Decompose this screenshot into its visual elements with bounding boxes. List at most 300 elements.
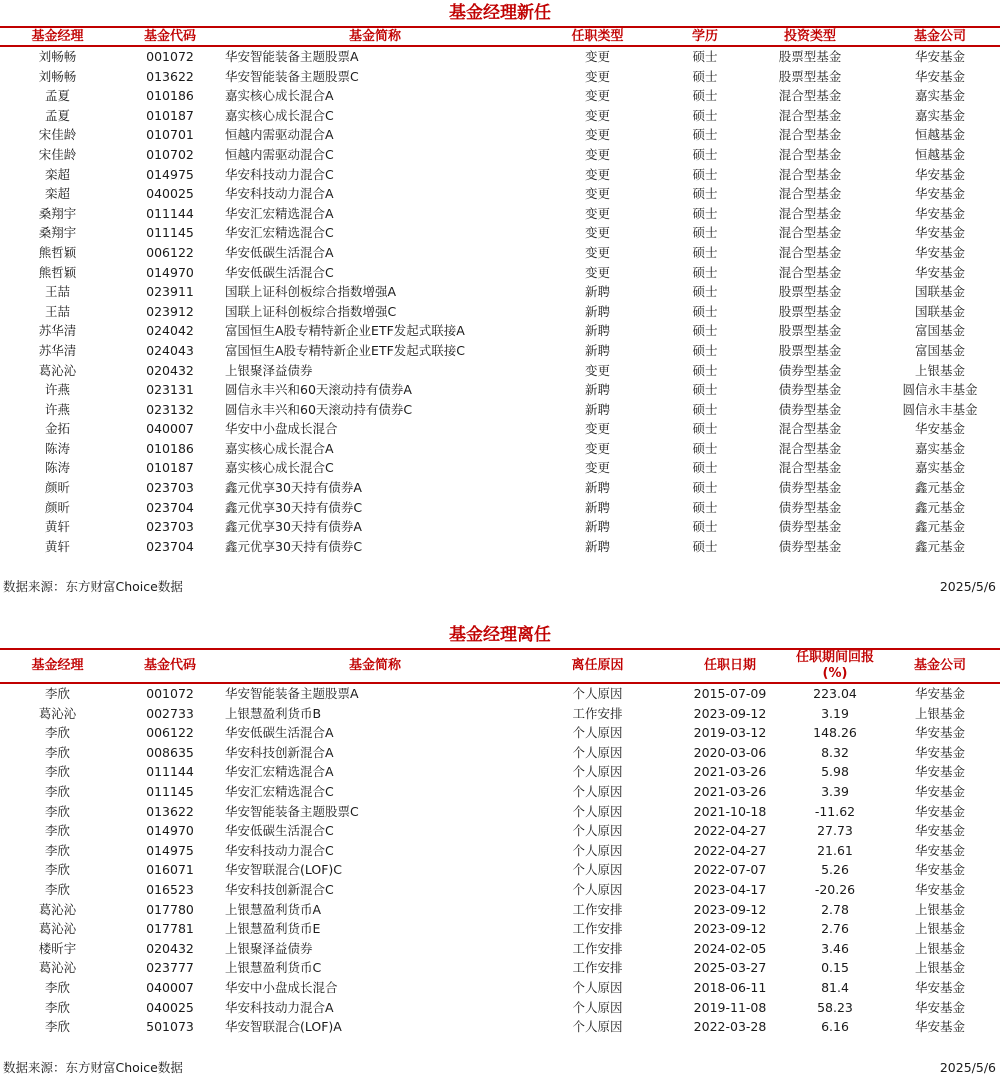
table-row: [0, 478, 1000, 498]
table-row: [0, 282, 1000, 302]
table-cell: 葛沁沁: [38, 901, 77, 917]
table-cell: 017781: [146, 921, 194, 937]
table-cell: 2022-07-07: [693, 862, 767, 878]
table-row: [0, 782, 1000, 802]
table-cell: 李欣: [44, 1019, 70, 1035]
table-cell: 变更: [584, 244, 610, 260]
table-cell: 苏华清: [38, 342, 77, 358]
table-row: [0, 978, 1000, 998]
table-cell: 华安基金: [914, 999, 965, 1015]
header-tenure-return: 任职期间回报 (%): [790, 649, 880, 683]
table-cell: 刘畅畅: [38, 68, 77, 84]
table-cell: 华安基金: [914, 686, 965, 701]
table-cell: 工作安排: [572, 960, 623, 976]
table-cell: 混合型基金: [778, 166, 842, 182]
table-cell: 宋佳龄: [38, 127, 77, 143]
table-cell: 华安基金: [914, 264, 965, 280]
new-table-header-row: [0, 27, 1000, 46]
table-cell: 鑫元优享30天持有债券A: [225, 519, 362, 535]
table-row: [0, 683, 1000, 704]
table-cell: 华安低碳生活混合C: [225, 823, 334, 839]
table-cell: 2022-04-27: [693, 823, 767, 839]
table-row: [0, 439, 1000, 459]
table-cell: 023131: [146, 382, 194, 398]
table-cell: 010187: [146, 107, 194, 123]
table-cell: 008635: [146, 744, 194, 760]
table-cell: 硕士: [692, 303, 718, 319]
table-cell: 华安基金: [914, 979, 965, 995]
table-row: [0, 67, 1000, 87]
table-cell: 硕士: [692, 284, 718, 300]
table-cell: 恒越内需驱动混合C: [225, 146, 334, 162]
table-cell: 股票型基金: [778, 303, 842, 319]
table-cell: 王喆: [44, 303, 70, 319]
table-cell: 华安汇宏精选混合C: [225, 225, 334, 241]
table-cell: 006122: [146, 244, 194, 260]
table-cell: 华安基金: [914, 744, 965, 760]
table-cell: 新聘: [584, 480, 610, 496]
table-cell: 上银慧盈利货币A: [225, 901, 322, 917]
table-cell: 变更: [584, 146, 610, 162]
table-cell: 3.39: [821, 783, 849, 799]
table-cell: 040007: [146, 979, 194, 995]
table-cell: 混合型基金: [778, 440, 842, 456]
table-cell: 变更: [584, 186, 610, 202]
table-cell: 国联上证科创板综合指数增强C: [225, 303, 397, 319]
table-cell: 013622: [146, 68, 194, 84]
table-cell: 硕士: [692, 460, 718, 476]
table-cell: 2023-09-12: [693, 921, 767, 937]
table-cell: 011144: [146, 764, 194, 780]
table-row: [0, 762, 1000, 782]
table-cell: 2021-03-26: [693, 783, 767, 799]
table-row: [0, 537, 1000, 557]
table-cell: 023703: [146, 519, 194, 535]
table-cell: 2021-03-26: [693, 764, 767, 780]
table-row: [0, 419, 1000, 439]
table-row: [0, 223, 1000, 243]
table-cell: 020432: [146, 940, 194, 956]
table-cell: 李欣: [44, 823, 70, 839]
table-cell: 鑫元基金: [914, 519, 965, 535]
table-cell: 010186: [146, 88, 194, 104]
table-row: [0, 165, 1000, 185]
table-cell: 016071: [146, 862, 194, 878]
table-cell: 华安智能装备主题股票A: [225, 49, 359, 64]
table-row: [0, 458, 1000, 478]
header-appointment-type: 任职类型: [525, 27, 670, 46]
table-cell: 上银基金: [914, 940, 965, 956]
table-cell: 债券型基金: [778, 480, 842, 496]
table-cell: 嘉实基金: [914, 88, 965, 104]
table-cell: 上银基金: [914, 901, 965, 917]
table-cell: 014970: [146, 264, 194, 280]
table-cell: 混合型基金: [778, 107, 842, 123]
table-row: [0, 361, 1000, 381]
table-row: [0, 860, 1000, 880]
table-cell: 014975: [146, 842, 194, 858]
table-cell: 华安智能装备主题股票C: [225, 803, 359, 819]
table-cell: 8.32: [821, 744, 849, 760]
leave-manager-table: [0, 648, 1000, 1037]
table-cell: 混合型基金: [778, 264, 842, 280]
table-row: [0, 86, 1000, 106]
table-row: [0, 743, 1000, 763]
table-cell: 富国恒生A股专精特新企业ETF发起式联接C: [225, 342, 466, 358]
table-cell: 圆信永丰基金: [902, 382, 978, 398]
table-cell: 变更: [584, 107, 610, 123]
table-cell: 华安基金: [914, 225, 965, 241]
table-cell: 新聘: [584, 382, 610, 398]
table-cell: 李欣: [44, 862, 70, 878]
table-cell: 2024-02-05: [693, 940, 767, 956]
table-cell: 148.26: [813, 725, 857, 741]
table-cell: 李欣: [44, 803, 70, 819]
table-cell: 21.61: [817, 842, 853, 858]
table-cell: 李欣: [44, 881, 70, 897]
table-cell: 华安基金: [914, 764, 965, 780]
table-cell: 023132: [146, 401, 194, 417]
table-row: [0, 321, 1000, 341]
table-cell: 华安低碳生活混合A: [225, 244, 334, 260]
table-cell: 国联上证科创板综合指数增强A: [225, 284, 397, 300]
table-cell: 硕士: [692, 68, 718, 84]
table-cell: 011145: [146, 225, 194, 241]
table-cell: 黄轩: [44, 519, 70, 535]
table-cell: 硕士: [692, 323, 718, 339]
table-row: [0, 184, 1000, 204]
table-row: [0, 517, 1000, 537]
table-row: [0, 46, 1000, 67]
leave-table-header-row: [0, 649, 1000, 683]
table-cell: 孟夏: [44, 107, 70, 123]
table-cell: 混合型基金: [778, 88, 842, 104]
table-cell: 变更: [584, 421, 610, 437]
table-cell: 023704: [146, 499, 194, 515]
table-cell: 富国基金: [914, 342, 965, 358]
table-cell: 黄轩: [44, 538, 70, 554]
table-cell: 恒越基金: [914, 146, 965, 162]
header-investment-type: 投资类型: [740, 27, 880, 46]
table-cell: 华安基金: [914, 862, 965, 878]
table-cell: 鑫元优享30天持有债券A: [225, 480, 362, 496]
table-cell: 鑫元基金: [914, 538, 965, 554]
table-row: [0, 704, 1000, 724]
table-cell: 硕士: [692, 205, 718, 221]
table-cell: 富国基金: [914, 323, 965, 339]
table-cell: 040007: [146, 421, 194, 437]
table-row: [0, 243, 1000, 263]
table-cell: 硕士: [692, 342, 718, 358]
table-cell: 27.73: [817, 823, 853, 839]
table-cell: 变更: [584, 460, 610, 476]
table-cell: 0.15: [821, 960, 849, 976]
table-cell: 011145: [146, 783, 194, 799]
table-row: [0, 204, 1000, 224]
table-cell: 硕士: [692, 382, 718, 398]
table-cell: 股票型基金: [778, 284, 842, 300]
leave-manager-title: 基金经理离任: [449, 625, 551, 645]
table-cell: 023777: [146, 960, 194, 976]
table-cell: 81.4: [821, 979, 849, 995]
table-cell: 024042: [146, 323, 194, 339]
table-cell: 李欣: [44, 686, 70, 701]
table-cell: 华安基金: [914, 421, 965, 437]
table-cell: 工作安排: [572, 940, 623, 956]
table-cell: 许燕: [44, 401, 70, 417]
table-row: [0, 125, 1000, 145]
table-cell: 嘉实核心成长混合A: [225, 88, 334, 104]
table-cell: 恒越内需驱动混合A: [225, 127, 334, 143]
table-cell: 华安汇宏精选混合C: [225, 783, 334, 799]
table-cell: 嘉实基金: [914, 440, 965, 456]
table-cell: 颜昕: [44, 480, 70, 496]
table-cell: 国联基金: [914, 303, 965, 319]
table-cell: 010186: [146, 440, 194, 456]
table-cell: 股票型基金: [778, 323, 842, 339]
new-manager-title: 基金经理新任: [449, 3, 551, 23]
table-cell: 变更: [584, 440, 610, 456]
table-cell: 023912: [146, 303, 194, 319]
table-cell: 010702: [146, 146, 194, 162]
table-cell: 上银慧盈利货币E: [225, 921, 321, 937]
table-cell: 嘉实核心成长混合C: [225, 460, 334, 476]
header-education: 学历: [670, 27, 740, 46]
table-cell: 223.04: [813, 686, 857, 701]
table-cell: 个人原因: [572, 803, 623, 819]
table-cell: 李欣: [44, 764, 70, 780]
header-manager: 基金经理: [0, 649, 115, 683]
table-cell: 2.78: [821, 901, 849, 917]
table-cell: 嘉实基金: [914, 460, 965, 476]
table-cell: 新聘: [584, 342, 610, 358]
table-cell: 华安基金: [914, 166, 965, 182]
table-cell: 陈涛: [44, 440, 70, 456]
table-cell: 硕士: [692, 186, 718, 202]
table-cell: 华安基金: [914, 244, 965, 260]
table-cell: 栾超: [44, 186, 70, 202]
table-cell: 华安基金: [914, 1019, 965, 1035]
table-cell: 上银慧盈利货币C: [225, 960, 322, 976]
table-cell: 债券型基金: [778, 382, 842, 398]
table-row: [0, 919, 1000, 939]
header-leave-reason: 离任原因: [525, 649, 670, 683]
table-cell: 个人原因: [572, 725, 623, 741]
table-cell: 华安基金: [914, 881, 965, 897]
table-cell: 2025-03-27: [693, 960, 767, 976]
table-cell: 股票型基金: [778, 342, 842, 358]
table-cell: 熊哲颖: [38, 244, 77, 260]
table-cell: 债券型基金: [778, 519, 842, 535]
table-cell: 001072: [146, 49, 194, 64]
table-cell: 葛沁沁: [38, 705, 77, 721]
report-date: 2025/5/6: [939, 1060, 996, 1075]
table-cell: 变更: [584, 264, 610, 280]
table-cell: 硕士: [692, 127, 718, 143]
table-cell: 嘉实核心成长混合C: [225, 107, 334, 123]
table-row: [0, 106, 1000, 126]
table-cell: 变更: [584, 127, 610, 143]
table-cell: 023704: [146, 538, 194, 554]
table-cell: 华安汇宏精选混合A: [225, 205, 334, 221]
table-cell: 华安智能装备主题股票C: [225, 68, 359, 84]
header-company: 基金公司: [880, 27, 1000, 46]
table-cell: 葛沁沁: [38, 960, 77, 976]
table-row: [0, 958, 1000, 978]
table-cell: 华安中小盘成长混合: [225, 421, 338, 437]
table-cell: 5.26: [821, 862, 849, 878]
table-cell: 024043: [146, 342, 194, 358]
table-cell: 上银聚泽益债券: [225, 362, 313, 378]
table-cell: 工作安排: [572, 921, 623, 937]
table-cell: 新聘: [584, 401, 610, 417]
table-cell: 华安基金: [914, 186, 965, 202]
table-cell: 023911: [146, 284, 194, 300]
table-cell: 嘉实核心成长混合A: [225, 440, 334, 456]
table-cell: 硕士: [692, 440, 718, 456]
table-cell: 华安科技动力混合A: [225, 999, 334, 1015]
table-cell: 华安低碳生活混合C: [225, 264, 334, 280]
table-cell: 变更: [584, 49, 610, 64]
table-cell: 熊哲颖: [38, 264, 77, 280]
table-cell: 李欣: [44, 783, 70, 799]
table-cell: 2022-04-27: [693, 842, 767, 858]
table-row: [0, 1017, 1000, 1037]
table-row: [0, 263, 1000, 283]
table-cell: 3.46: [821, 940, 849, 956]
table-cell: 变更: [584, 68, 610, 84]
table-cell: 006122: [146, 725, 194, 741]
table-cell: 2023-09-12: [693, 901, 767, 917]
table-cell: 新聘: [584, 538, 610, 554]
table-cell: 硕士: [692, 401, 718, 417]
table-row: [0, 145, 1000, 165]
table-cell: 华安中小盘成长混合: [225, 979, 338, 995]
new-section-footer: [0, 578, 1000, 596]
header-code: 基金代码: [115, 649, 225, 683]
table-cell: 嘉实基金: [914, 107, 965, 123]
table-row: [0, 380, 1000, 400]
table-cell: 个人原因: [572, 979, 623, 995]
table-row: [0, 821, 1000, 841]
table-cell: 华安基金: [914, 49, 965, 64]
leave-manager-section: [0, 622, 1000, 1037]
table-cell: 硕士: [692, 146, 718, 162]
table-cell: 李欣: [44, 979, 70, 995]
table-cell: 硕士: [692, 421, 718, 437]
table-cell: 2019-11-08: [693, 999, 767, 1015]
table-cell: 华安科技动力混合C: [225, 842, 334, 858]
table-cell: 002733: [146, 705, 194, 721]
table-cell: 变更: [584, 362, 610, 378]
table-cell: 桑翔宇: [38, 225, 77, 241]
table-cell: 李欣: [44, 842, 70, 858]
table-cell: 混合型基金: [778, 186, 842, 202]
table-cell: 2020-03-06: [693, 744, 767, 760]
table-cell: 鑫元优享30天持有债券C: [225, 538, 363, 554]
table-cell: 013622: [146, 803, 194, 819]
table-cell: 新聘: [584, 499, 610, 515]
table-cell: 新聘: [584, 323, 610, 339]
table-cell: 010187: [146, 460, 194, 476]
table-cell: 040025: [146, 999, 194, 1015]
data-source-note: 数据来源：东方财富Choice数据: [3, 1060, 183, 1075]
table-row: [0, 802, 1000, 822]
table-cell: 硕士: [692, 225, 718, 241]
table-cell: 个人原因: [572, 823, 623, 839]
table-cell: 新聘: [584, 303, 610, 319]
table-cell: 011144: [146, 205, 194, 221]
table-cell: -11.62: [814, 803, 856, 819]
table-cell: 硕士: [692, 519, 718, 535]
table-cell: -20.26: [814, 881, 856, 897]
table-cell: 2015-07-09: [693, 686, 767, 701]
table-cell: 鑫元基金: [914, 499, 965, 515]
table-cell: 023703: [146, 480, 194, 496]
header-manager: 基金经理: [0, 27, 115, 46]
table-cell: 上银慧盈利货币B: [225, 705, 322, 721]
table-cell: 华安基金: [914, 842, 965, 858]
table-row: [0, 841, 1000, 861]
table-cell: 宋佳龄: [38, 146, 77, 162]
table-cell: 上银基金: [914, 921, 965, 937]
table-row: [0, 498, 1000, 518]
table-cell: 混合型基金: [778, 127, 842, 143]
table-row: [0, 998, 1000, 1018]
table-cell: 硕士: [692, 538, 718, 554]
table-cell: 2023-09-12: [693, 705, 767, 721]
table-cell: 个人原因: [572, 881, 623, 897]
header-company: 基金公司: [880, 649, 1000, 683]
header-name: 基金简称: [225, 27, 525, 46]
table-cell: 桑翔宇: [38, 205, 77, 221]
table-cell: 变更: [584, 166, 610, 182]
table-cell: 2.76: [821, 921, 849, 937]
table-cell: 富国恒生A股专精特新企业ETF发起式联接A: [225, 323, 465, 339]
table-cell: 华安基金: [914, 783, 965, 799]
table-cell: 硕士: [692, 264, 718, 280]
table-cell: 硕士: [692, 166, 718, 182]
table-cell: 葛沁沁: [38, 362, 77, 378]
table-row: [0, 400, 1000, 420]
table-cell: 华安基金: [914, 803, 965, 819]
table-cell: 债券型基金: [778, 538, 842, 554]
table-row: [0, 900, 1000, 920]
table-cell: 6.16: [821, 1019, 849, 1035]
table-cell: 硕士: [692, 499, 718, 515]
header-name: 基金简称: [225, 649, 525, 683]
table-cell: 债券型基金: [778, 401, 842, 417]
table-cell: 股票型基金: [778, 68, 842, 84]
table-cell: 混合型基金: [778, 225, 842, 241]
table-cell: 李欣: [44, 725, 70, 741]
table-cell: 硕士: [692, 107, 718, 123]
table-cell: 许燕: [44, 382, 70, 398]
table-cell: 华安智联混合(LOF)C: [225, 862, 343, 878]
table-cell: 圆信永丰兴和60天滚动持有债券C: [225, 401, 413, 417]
table-cell: 葛沁沁: [38, 921, 77, 937]
table-cell: 硕士: [692, 88, 718, 104]
table-cell: 华安科技创新混合C: [225, 881, 334, 897]
table-cell: 硕士: [692, 49, 718, 64]
table-cell: 颜昕: [44, 499, 70, 515]
table-cell: 014975: [146, 166, 194, 182]
table-cell: 华安基金: [914, 68, 965, 84]
table-cell: 5.98: [821, 764, 849, 780]
table-cell: 040025: [146, 186, 194, 202]
table-cell: 楼昕宇: [38, 940, 77, 956]
table-cell: 新聘: [584, 284, 610, 300]
